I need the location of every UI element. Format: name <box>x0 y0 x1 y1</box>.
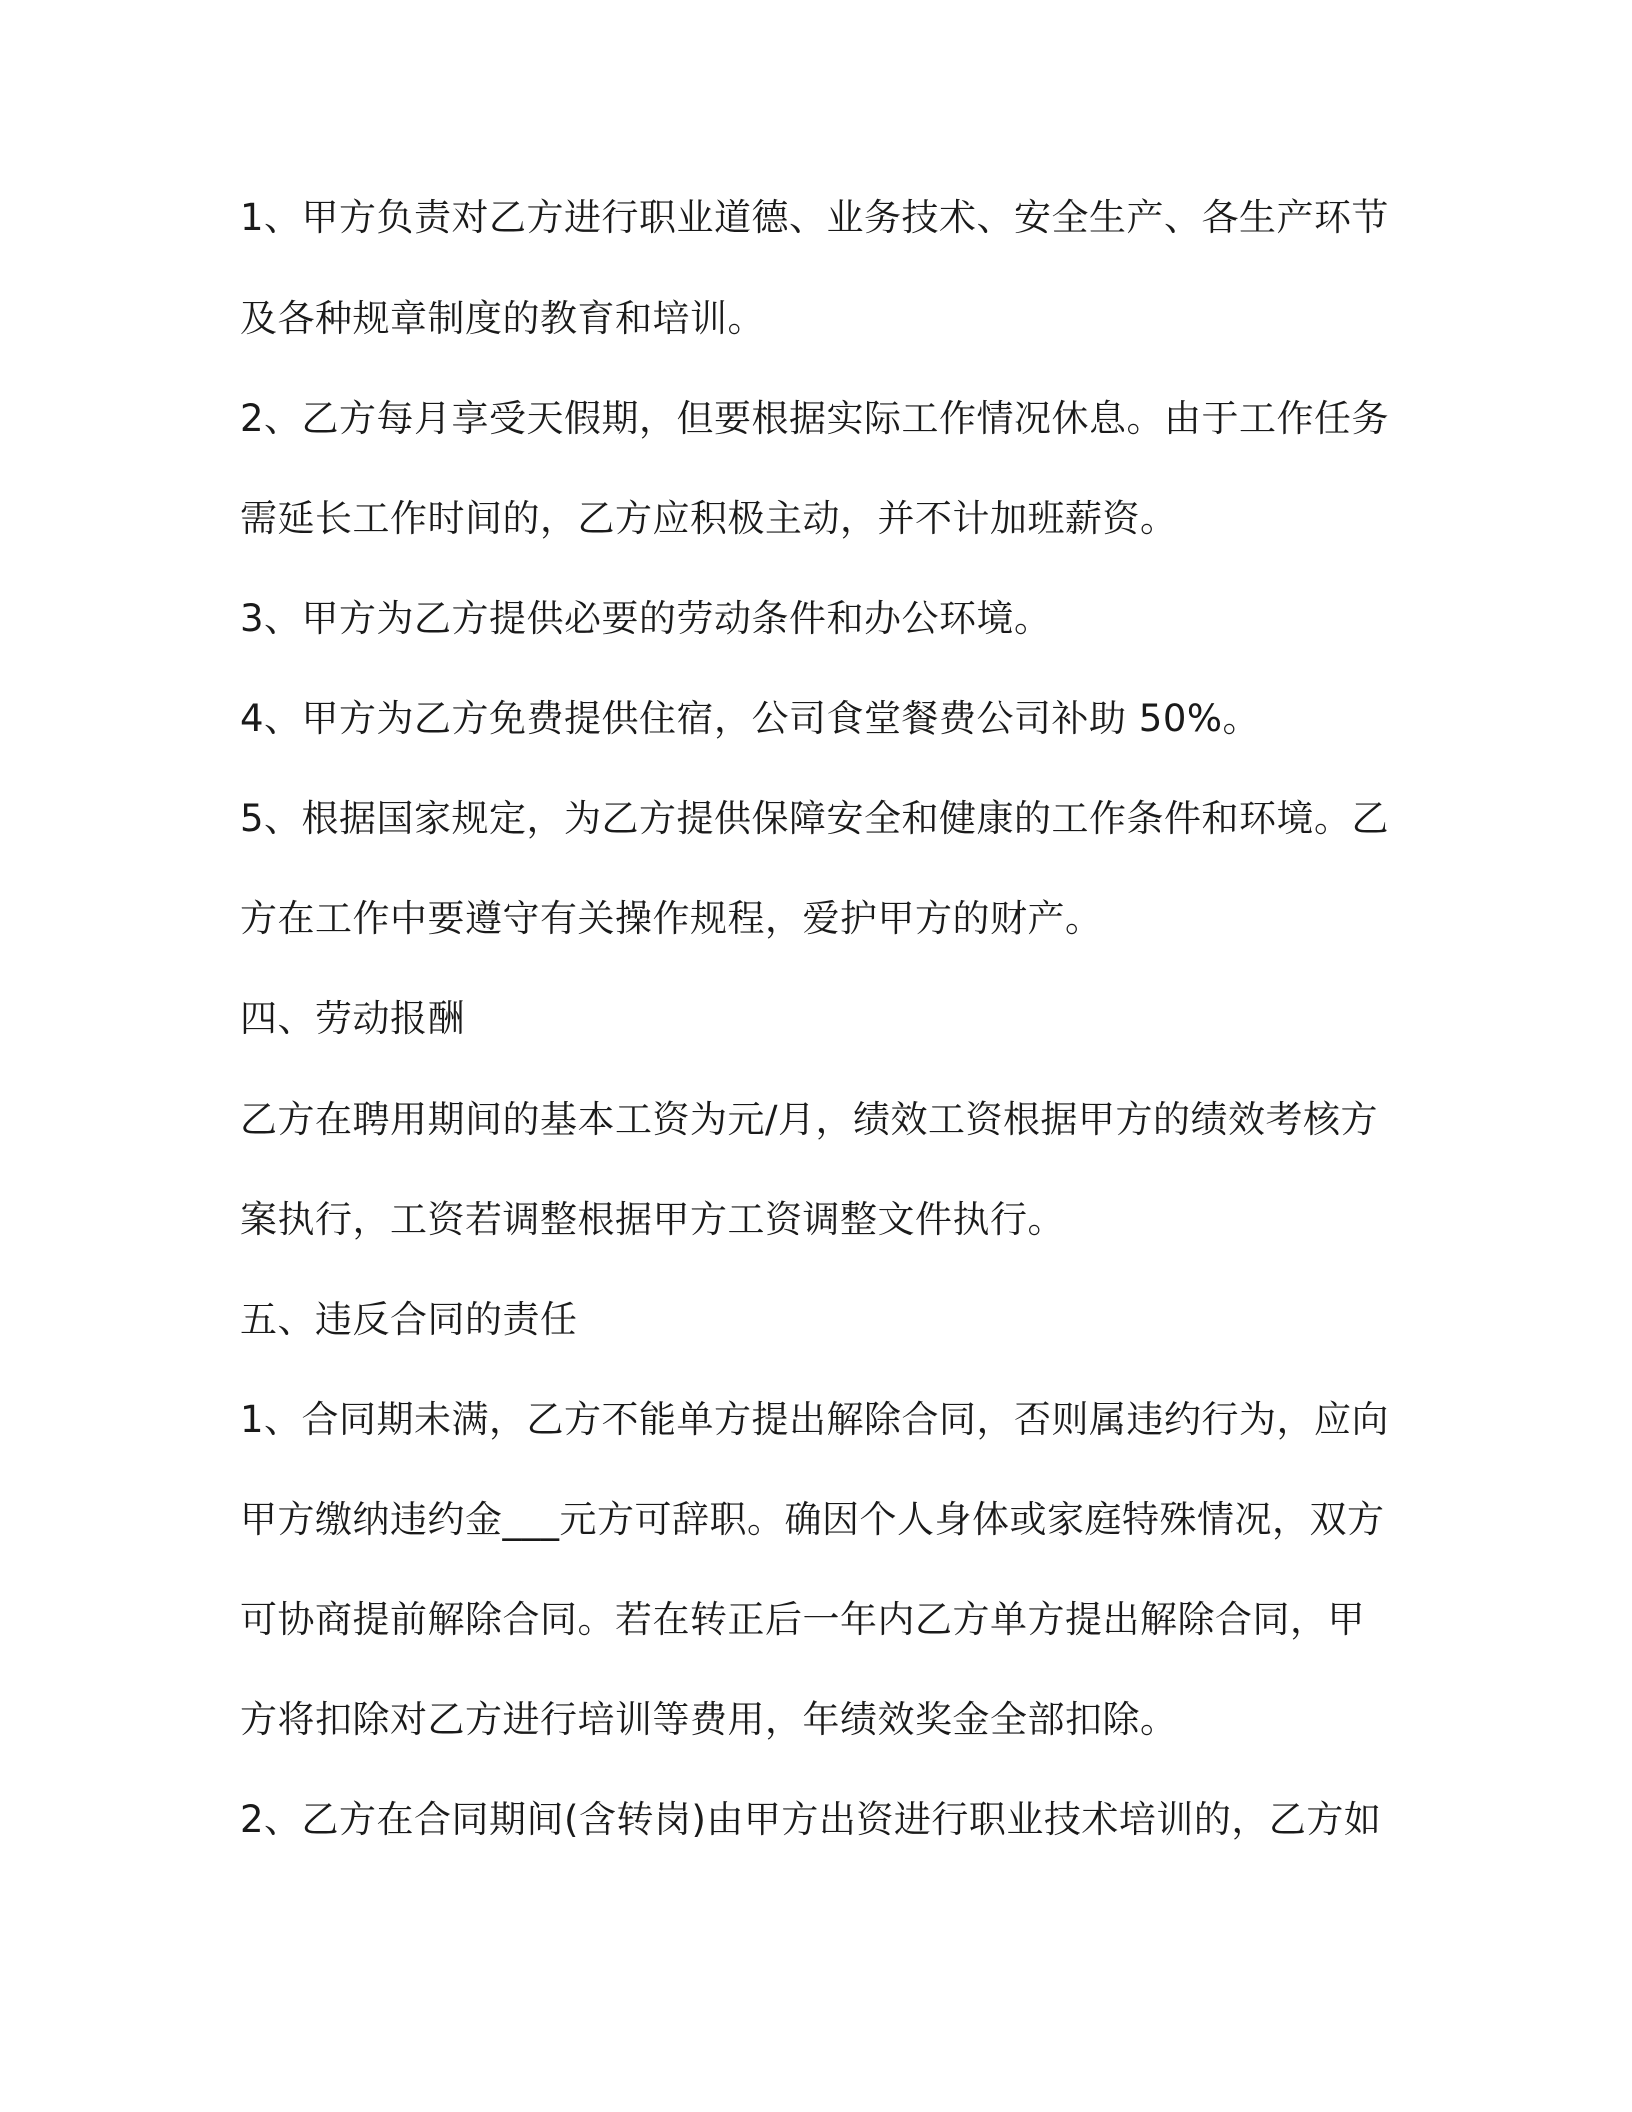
paragraph-line: 2、乙方在合同期间(含转岗)由甲方出资进行职业技术培训的，乙方如 <box>240 1798 1382 1841</box>
paragraph-line: 4、甲方为乙方免费提供住宿，公司食堂餐费公司补助 50%。 <box>240 697 1261 740</box>
paragraph-line: 5、根据国家规定，为乙方提供保障安全和健康的工作条件和环境。乙 <box>240 797 1390 840</box>
paragraph-line: 3、甲方为乙方提供必要的劳动条件和办公环境。 <box>240 597 1052 640</box>
paragraph-line: 1、甲方负责对乙方进行职业道德、业务技术、安全生产、各生产环节 <box>240 196 1390 239</box>
paragraph-line: 乙方在聘用期间的基本工资为元/月，绩效工资根据甲方的绩效考核方 <box>240 1098 1378 1141</box>
section-heading: 五、违反合同的责任 <box>240 1298 578 1341</box>
paragraph-line: 1、合同期未满，乙方不能单方提出解除合同，否则属违约行为，应向 <box>240 1398 1390 1441</box>
paragraph-line: 2、乙方每月享受天假期，但要根据实际工作情况休息。由于工作任务 <box>240 397 1390 440</box>
paragraph-line: 及各种规章制度的教育和培训。 <box>240 297 765 340</box>
paragraph-line: 方在工作中要遵守有关操作规程，爱护甲方的财产。 <box>240 897 1103 940</box>
paragraph-line: 案执行，工资若调整根据甲方工资调整文件执行。 <box>240 1198 1065 1241</box>
paragraph-line: 方将扣除对乙方进行培训等费用，年绩效奖金全部扣除。 <box>240 1698 1178 1741</box>
paragraph-line: 可协商提前解除合同。若在转正后一年内乙方单方提出解除合同，甲 <box>240 1598 1365 1641</box>
paragraph-line: 需延长工作时间的，乙方应积极主动，并不计加班薪资。 <box>240 497 1178 540</box>
section-heading: 四、劳动报酬 <box>240 997 465 1040</box>
paragraph-line: 甲方缴纳违约金___元方可辞职。确因个人身体或家庭特殊情况，双方 <box>240 1498 1385 1541</box>
